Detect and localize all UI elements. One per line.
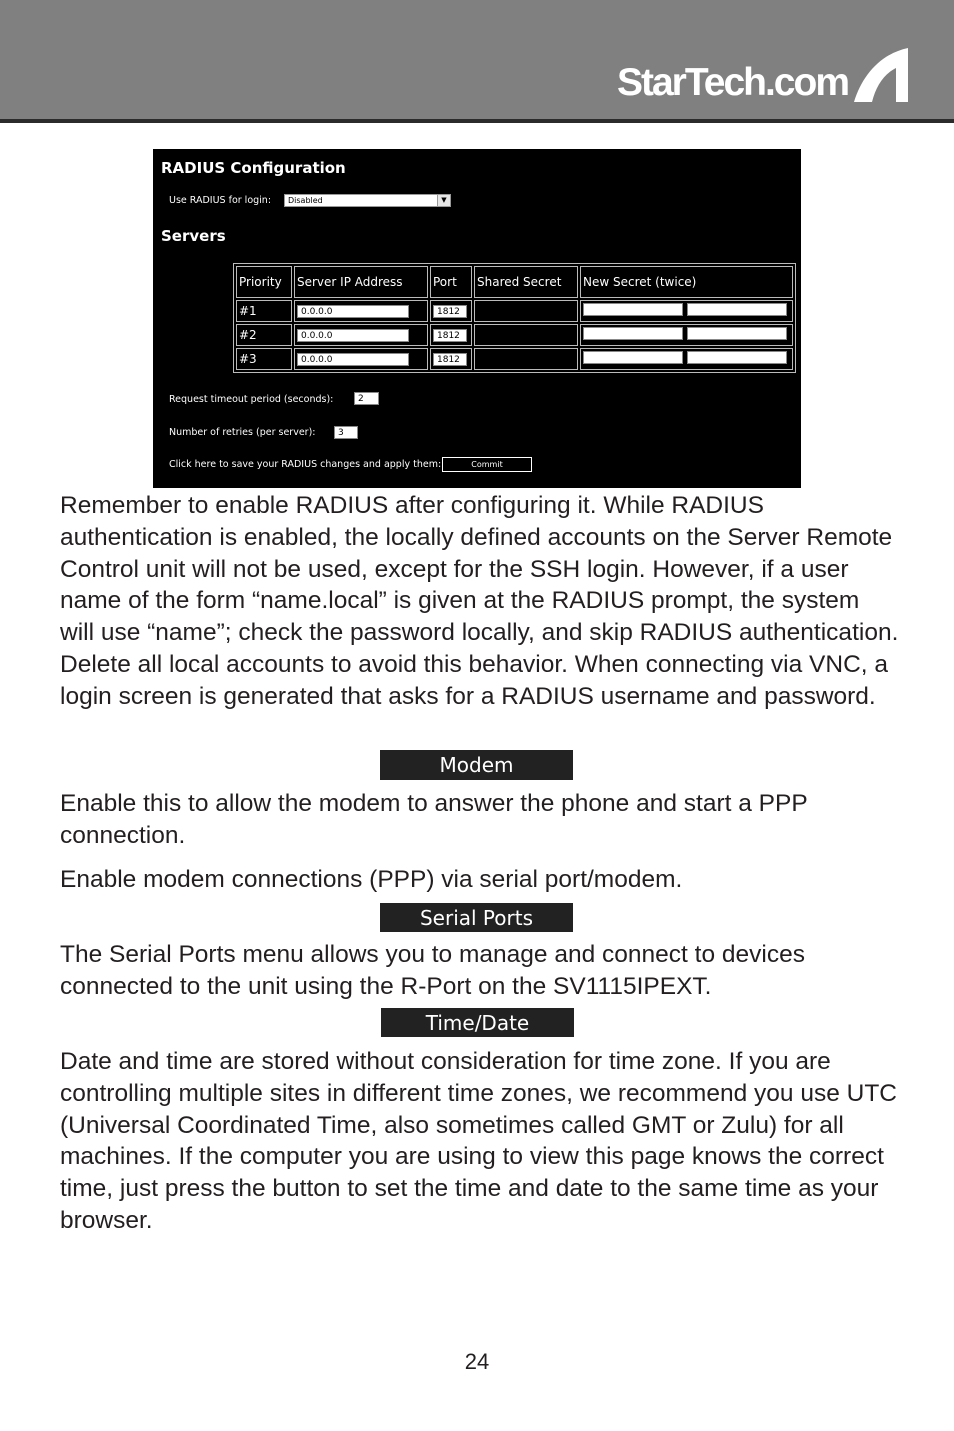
- ip-cell: [294, 324, 428, 346]
- header-divider: [0, 119, 954, 123]
- new-secret-input[interactable]: [583, 303, 683, 316]
- priority-cell: #1: [236, 300, 292, 322]
- new-secret-cell: [580, 348, 793, 370]
- table-row: [236, 348, 793, 370]
- use-radius-select[interactable]: [284, 194, 451, 207]
- column-header-shared-secret: Shared Secret: [474, 266, 578, 298]
- table-row: [236, 300, 793, 322]
- servers-table: [233, 263, 796, 373]
- time-paragraph: Date and time are stored without consideration for time zone. If you are controlling multiple sites in different time zones, we recommend you use UTC (Universal Coordinated Time, also sometimes called GMT or Zulu) for all machines. If the computer you are using to view this page knows the correct time, just press the button to set the time and date to the same time as your browser.: [60, 1048, 897, 1234]
- radius-config-screenshot: [153, 149, 801, 488]
- page-number: 24: [464, 1349, 490, 1374]
- time-date-button[interactable]: Time/Date: [381, 1008, 574, 1037]
- table-row: [236, 324, 793, 346]
- server-ip-input[interactable]: 0.0.0.0: [297, 353, 409, 366]
- timeout-label: Request timeout period (seconds):: [169, 394, 334, 405]
- startech-logo: [617, 44, 910, 104]
- chevron-down-icon: ▼: [437, 195, 450, 206]
- new-secret-cell: [580, 324, 793, 346]
- radius-paragraph: Remember to enable RADIUS after configuring it. While RADIUS authentication is enabled, the locally defined accounts on the Server Remote Control unit will not be used, except for the SSH login. However, if a user name of the form “name.local” is given at the RADIUS prompt, the system will use “name”; check the password locally, and skip RADIUS authentication. Delete all local accounts to avoid this behavior. When connecting via VNC, a login screen is generated that asks for a RADIUS username and password.: [60, 492, 899, 710]
- port-cell: [430, 324, 472, 346]
- serial-ports-button[interactable]: Serial Ports: [380, 903, 573, 932]
- modem-button[interactable]: Modem: [380, 750, 573, 780]
- new-secret-confirm-input[interactable]: [687, 351, 787, 364]
- new-secret-input[interactable]: [583, 351, 683, 364]
- port-cell: [430, 348, 472, 370]
- new-secret-confirm-input[interactable]: [687, 327, 787, 340]
- new-secret-cell: [580, 300, 793, 322]
- modem-paragraph-1: Enable this to allow the modem to answer the phone and start a PPP connection.: [60, 790, 808, 849]
- retries-input[interactable]: 3: [334, 426, 358, 439]
- commit-button[interactable]: Commit: [442, 457, 532, 472]
- radius-title: RADIUS Configuration: [161, 159, 346, 177]
- save-label: Click here to save your RADIUS changes and apply them:: [169, 459, 442, 470]
- column-header-priority: Priority: [236, 266, 292, 298]
- column-header-port: Port: [430, 266, 472, 298]
- logo-swoosh-icon: [850, 46, 910, 104]
- modem-paragraph-2: Enable modem connections (PPP) via serial port/modem.: [60, 866, 683, 893]
- shared-secret-cell: [474, 324, 578, 346]
- shared-secret-cell: [474, 300, 578, 322]
- serial-paragraph: The Serial Ports menu allows you to manage and connect to devices connected to the unit using the R-Port on the SV1115IPEXT.: [60, 941, 805, 1000]
- server-ip-input[interactable]: 0.0.0.0: [297, 329, 409, 342]
- port-input[interactable]: 1812: [433, 329, 467, 342]
- new-secret-input[interactable]: [583, 327, 683, 340]
- retries-label: Number of retries (per server):: [169, 427, 316, 438]
- shared-secret-cell: [474, 348, 578, 370]
- ip-cell: [294, 300, 428, 322]
- logo-text: StarTech.com: [616, 61, 848, 104]
- priority-cell: #3: [236, 348, 292, 370]
- port-input[interactable]: 1812: [433, 353, 467, 366]
- ip-cell: [294, 348, 428, 370]
- column-header-ip: Server IP Address: [294, 266, 428, 298]
- servers-title: Servers: [161, 227, 226, 245]
- page-header: [0, 0, 954, 119]
- table-header-row: [236, 266, 793, 298]
- use-radius-label: Use RADIUS for login:: [169, 195, 272, 206]
- priority-cell: #2: [236, 324, 292, 346]
- port-input[interactable]: 1812: [433, 305, 467, 318]
- new-secret-confirm-input[interactable]: [687, 303, 787, 316]
- port-cell: [430, 300, 472, 322]
- use-radius-value: Disabled: [288, 196, 323, 205]
- timeout-input[interactable]: 2: [354, 392, 379, 405]
- column-header-new-secret: New Secret (twice): [580, 266, 793, 298]
- server-ip-input[interactable]: 0.0.0.0: [297, 305, 409, 318]
